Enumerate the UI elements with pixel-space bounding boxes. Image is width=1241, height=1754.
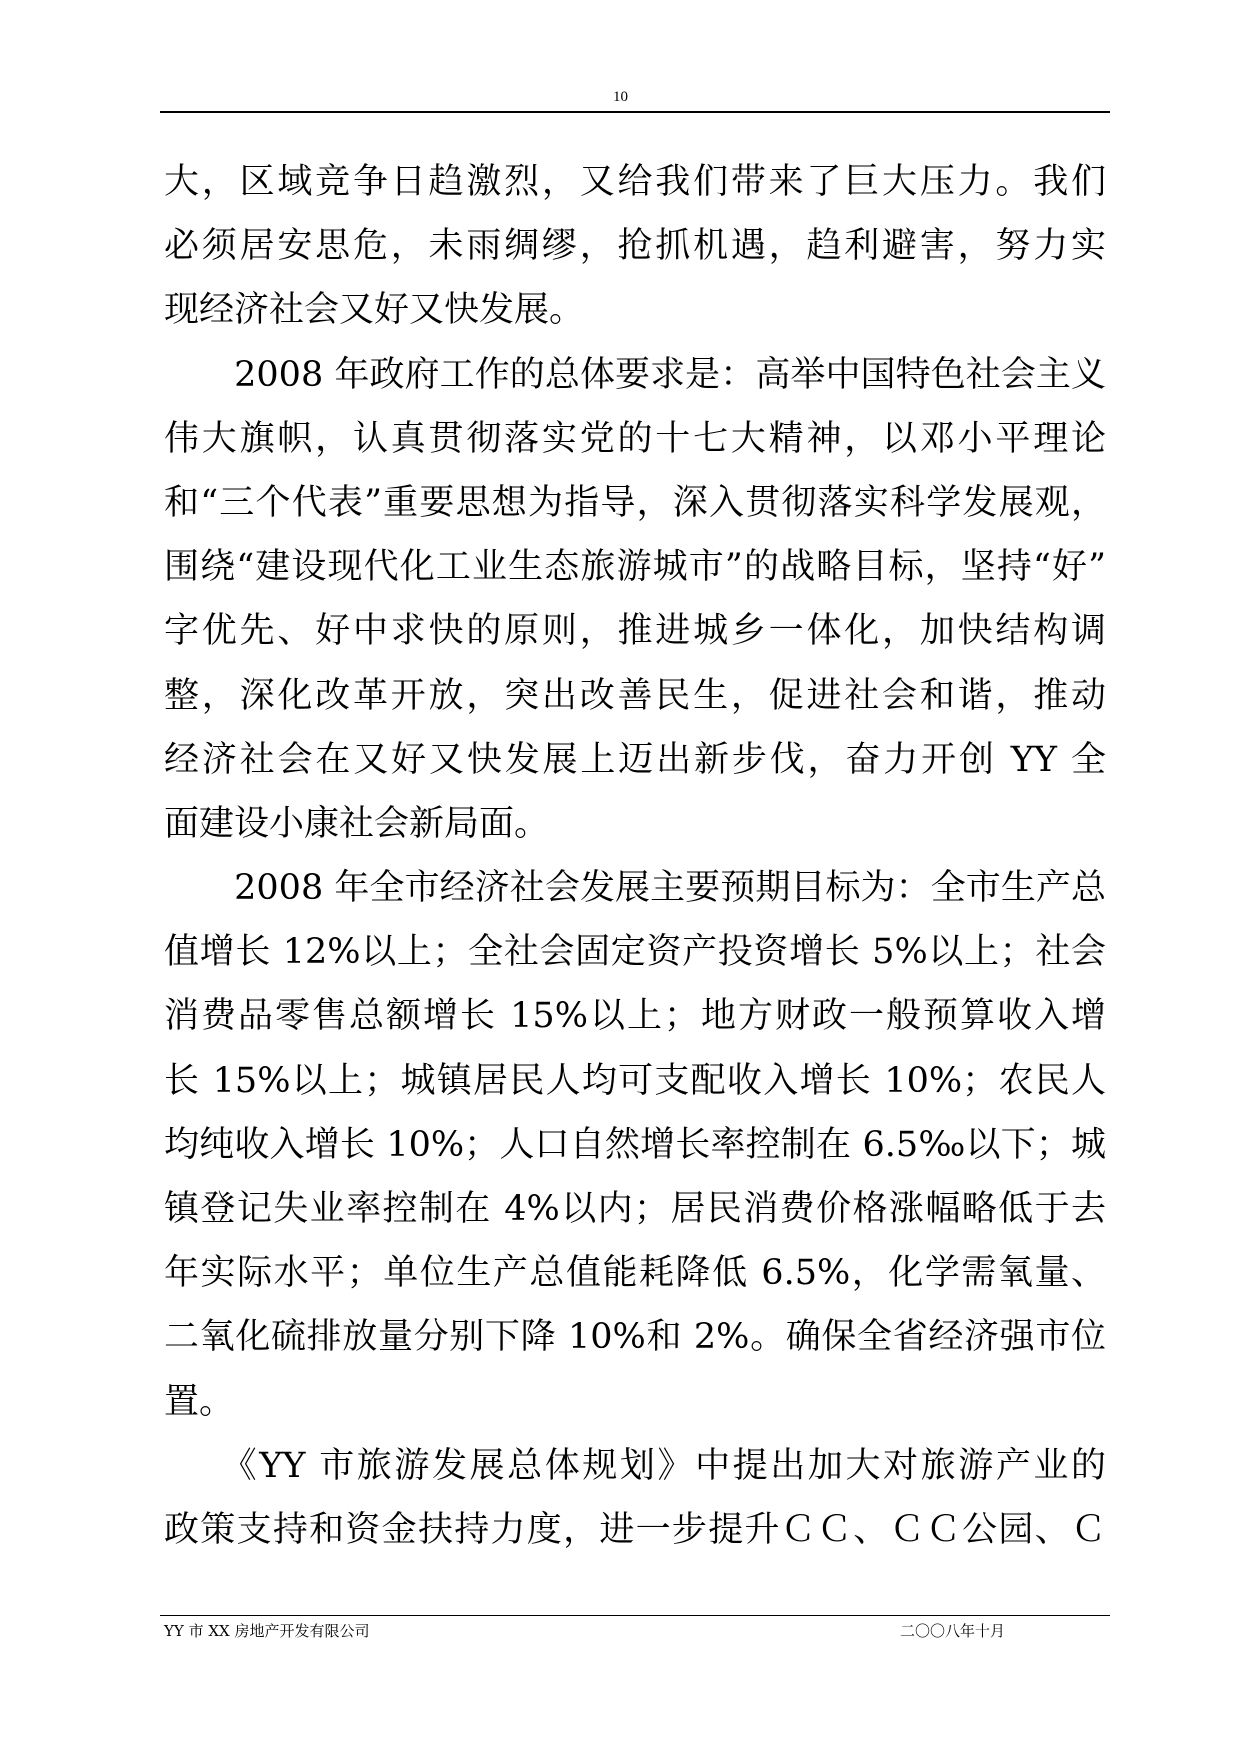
footer-company: YY 市 XX 房地产开发有限公司	[164, 1622, 370, 1640]
text-line: 政策支持和资金扶持力度，进一步提升ＣＣ、ＣＣ公园、Ｃ	[164, 1509, 1106, 1550]
body-text	[164, 150, 1106, 1562]
text-line: 面建设小康社会新局面。	[164, 803, 550, 844]
text-line: 年实际水平；单位生产总值能耗降低 6.5%，化学需氧量、	[164, 1253, 1106, 1294]
text-line: 《YY 市旅游发展总体规划》中提出加大对旅游产业的	[164, 1445, 1106, 1486]
text-line: 经济社会在又好又快发展上迈出新步伐，奋力开创 YY 全	[164, 739, 1106, 780]
text-line: 整，深化改革开放，突出改善民生，促进社会和谐，推动	[164, 675, 1106, 716]
footer-date: 二〇〇八年十月	[900, 1622, 1006, 1640]
text-line: 长 15%以上；城镇居民人均可支配收入增长 10%；农民人	[164, 1060, 1106, 1101]
text-line: 字优先、好中求快的原则，推进城乡一体化，加快结构调	[164, 611, 1106, 652]
header-rule	[160, 111, 1110, 113]
text-line: 2008 年政府工作的总体要求是：高举中国特色社会主义	[164, 354, 1106, 395]
text-line: 二氧化硫排放量分别下降 10%和 2%。确保全省经济强市位	[164, 1317, 1106, 1358]
text-line: 镇登记失业率控制在 4%以内；居民消费价格涨幅略低于去	[164, 1189, 1106, 1229]
text-line: 2008 年全市经济社会发展主要预期目标为：全市生产总	[164, 868, 1106, 909]
text-line: 值增长 12%以上；全社会固定资产投资增长 5%以上；社会	[164, 932, 1106, 973]
text-line: 伟大旗帜，认真贯彻落实党的十七大精神，以邓小平理论	[164, 418, 1106, 459]
text-line: 和“三个代表”重要思想为指导，深入贯彻落实科学发展观，	[164, 482, 1106, 523]
text-line: 必须居安思危，未雨绸缪，抢抓机遇，趋利避害，努力实	[164, 226, 1106, 267]
text-line: 大，区域竞争日趋激烈，又给我们带来了巨大压力。我们	[164, 162, 1106, 202]
text-line: 现经济社会又好又快发展。	[164, 290, 585, 331]
text-line: 围绕“建设现代化工业生态旅游城市”的战略目标，坚持“好”	[164, 547, 1106, 588]
page-number: 10	[613, 89, 628, 105]
text-line: 置。	[164, 1381, 235, 1422]
footer-rule	[160, 1615, 1110, 1616]
text-line: 均纯收入增长 10%；人口自然增长率控制在 6.5‰以下；城	[164, 1124, 1106, 1165]
text-line: 消费品零售总额增长 15%以上；地方财政一般预算收入增	[164, 996, 1106, 1037]
